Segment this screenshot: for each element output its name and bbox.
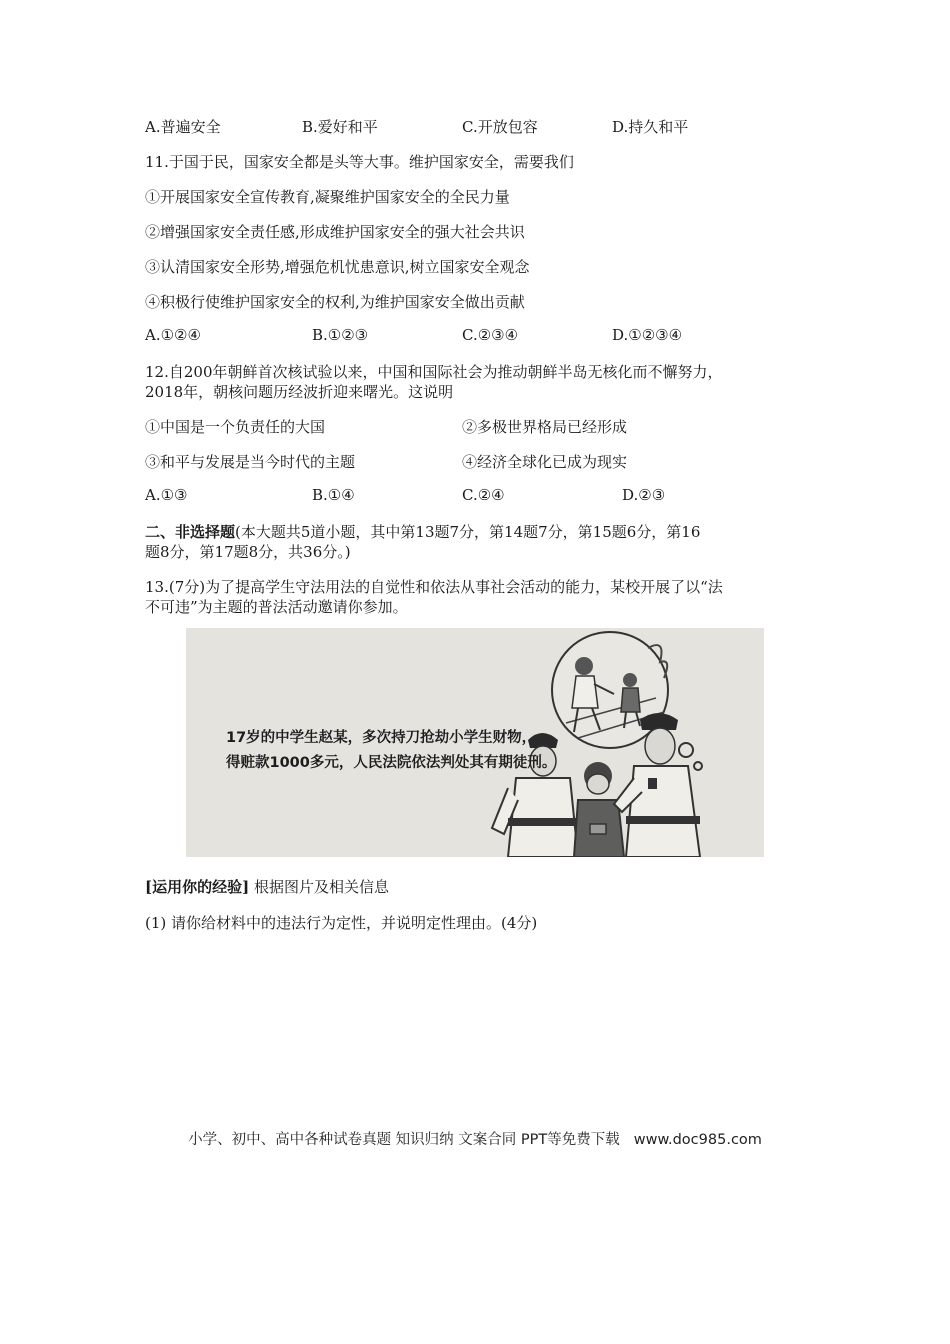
q13-sub1: (1) 请你给材料中的违法行为定性，并说明定性理由。(4分)	[145, 914, 538, 932]
q12-option-a: A.①③	[145, 486, 188, 504]
thought-bubble	[552, 632, 668, 748]
q10-option-d: D.持久和平	[612, 118, 689, 136]
q11-item-3: ③认清国家安全形势,增强危机忧患意识,树立国家安全观念	[145, 258, 530, 276]
q12-option-b: B.①④	[312, 486, 355, 504]
q13-task-label: [运用你的经验]	[145, 878, 250, 896]
q12-stem-line1: 12.自200年朝鲜首次核试验以来，中国和国际社会为推动朝鲜半岛无核化而不懈努力，	[145, 363, 723, 381]
q11-option-b: B.①②③	[312, 326, 369, 344]
q12-item-2: ②多极世界格局已经形成	[462, 418, 628, 436]
detained-youth	[574, 762, 624, 857]
q10-option-c: C.开放包容	[462, 118, 538, 136]
victim-figure	[623, 673, 637, 687]
section2-note-line2: 题8分，第17题8分，共36分。)	[145, 543, 351, 561]
footer-url[interactable]: www.doc985.com	[633, 1132, 762, 1148]
q12-option-d: D.②③	[622, 486, 666, 504]
q10-option-b: B.爱好和平	[302, 118, 378, 136]
q12-item-3: ③和平与发展是当今时代的主题	[145, 453, 356, 471]
q13-stem-line1: 13.(7分)为了提高学生守法用法的自觉性和依法从事社会活动的能力，某校开展了以“法	[145, 578, 723, 596]
handcuffs	[590, 824, 606, 834]
q12-item-4: ④经济全球化已成为现实	[462, 453, 628, 471]
q12-option-c: C.②④	[462, 486, 505, 504]
q11-option-d: D.①②③④	[612, 326, 683, 344]
q10-option-a: A.普遍安全	[145, 118, 221, 136]
q12-item-1: ①中国是一个负责任的大国	[145, 418, 326, 436]
page-footer	[0, 1128, 950, 1149]
q11-item-1: ①开展国家安全宣传教育,凝聚维护国家安全的全民力量	[145, 188, 510, 206]
q12-stem-line2: 2018年，朝核问题历经波折迎来曙光。这说明	[145, 383, 454, 401]
q11-option-a: A.①②④	[145, 326, 201, 344]
q11-stem: 11.于国于民，国家安全都是头等大事。维护国家安全，需要我们	[145, 153, 574, 171]
q13-task	[145, 876, 389, 897]
q13-stem-line2: 不可违”为主题的普法活动邀请你参加。	[145, 598, 408, 616]
section2-title: 二、非选择题	[145, 523, 236, 541]
figure-caption-line2: 得赃款1000多元，人民法院依法判处其有期徒刑。	[226, 755, 557, 771]
q11-option-c: C.②③④	[462, 326, 519, 344]
section2-note-line1: (本大题共5道小题，其中第13题7分，第14题7分，第15题6分，第16	[235, 523, 701, 541]
figure-caption-line1: 17岁的中学生赵某，多次持刀抢劫小学生财物，	[226, 730, 537, 746]
footer-text: 小学、初中、高中各种试卷真题 知识归纳 文案合同 PPT等免费下载	[188, 1132, 620, 1148]
q11-item-2: ②增强国家安全责任感,形成维护国家安全的强大社会共识	[145, 223, 525, 241]
robber-figure	[575, 657, 593, 675]
q11-item-4: ④积极行使维护国家安全的权利,为维护国家安全做出贡献	[145, 293, 525, 311]
section2-heading	[145, 521, 700, 542]
q13-illustration	[186, 628, 764, 857]
q13-task-text: 根据图片及相关信息	[253, 878, 389, 896]
